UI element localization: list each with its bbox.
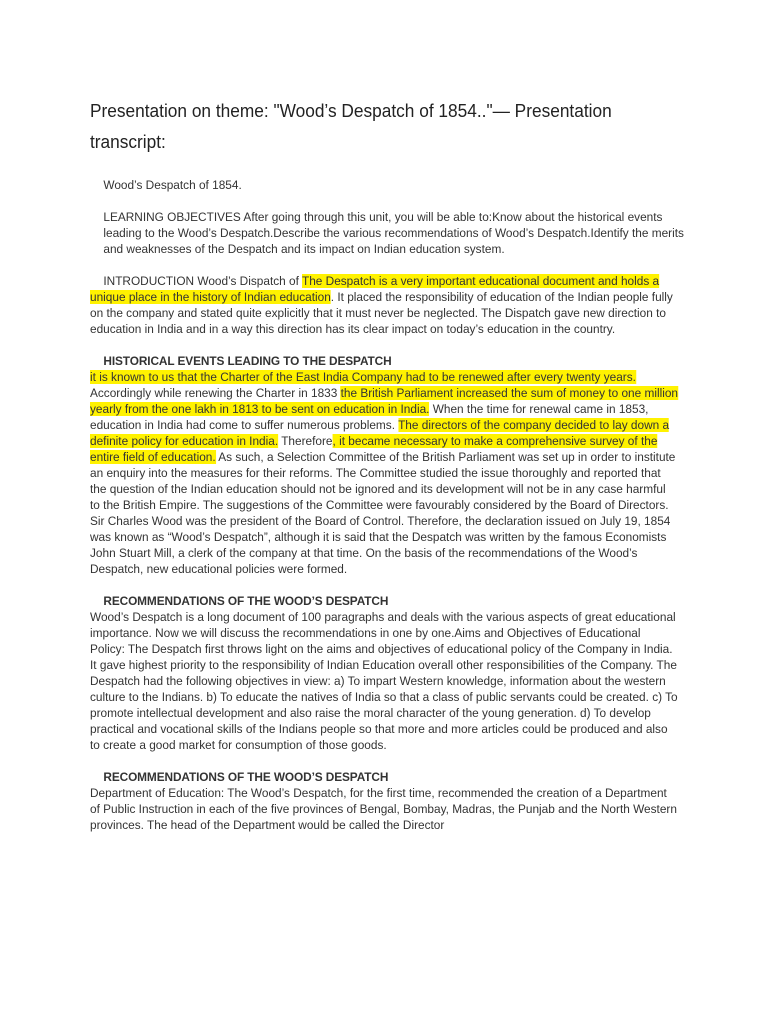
learning-objectives-text <box>90 209 692 257</box>
section-body-text: When the time for renewal came in 1853, education in India had come to suffer numerous problems. <box>90 402 649 432</box>
introduction-paragraph <box>90 273 678 337</box>
recommendations-section-1 <box>90 593 678 753</box>
section-body-text: As such, a Selection Committee of the British Parliament was set up in order to institute an enquiry into the measures for their reforms. The Committee studied the issue thoroughly and reported that the question of the Indian education should not be ignored and its development will not be in any case harmful to the British Empire. The suggestions of the Committee were favourably considered by the Board of Directors. Sir Charles Wood was the president of the Board of Control. Therefore, the declaration issued on July 19, 1854 was known as “Wood’s Despatch”, although it is said that the Despatch was written by the famous Economists John Stuart Mill, a clerk of the company at that time. On the basis of the recommendations of the Wood’s Despatch, new educational policies were formed. <box>90 450 676 576</box>
section-heading: RECOMMENDATIONS OF THE WOOD’S DESPATCH <box>103 594 389 608</box>
bottom-fade-overlay <box>0 928 768 1024</box>
section-body-text: Accordingly while renewing the Charter in 1833 <box>90 386 341 400</box>
section-heading: HISTORICAL EVENTS LEADING TO THE DESPATCH <box>103 354 392 368</box>
section-body-text: Department of Education: The Wood’s Despatch, for the first time, recommended the creation of a Department of Public Instruction in each of the five provinces of Bengal, Bombay, Madras, the Punjab and the North Western provinces. The head of the Department would be called the Director <box>90 786 677 832</box>
highlighted-text: , it became necessary to make a comprehensive survey of the entire field of education. <box>90 434 658 464</box>
highlighted-text: The Despatch is a very important educational document and holds a unique place in the history of Indian education <box>90 274 660 304</box>
section-body-text: Therefore <box>278 434 333 448</box>
highlighted-text: it is known to us that the Charter of the East India Company had to be renewed after every twenty years. <box>90 370 636 384</box>
slide-1-text: Wood’s Despatch of 1854. <box>103 178 242 192</box>
highlighted-text: The directors of the company decided to lay down a definite policy for education in India. <box>90 418 670 448</box>
section-heading: RECOMMENDATIONS OF THE WOOD’S DESPATCH <box>103 770 389 784</box>
page-title: Presentation on theme: "Wood’s Despatch of 1854.."— Presentation transcript: <box>90 101 612 152</box>
highlighted-text: the British Parliament increased the sum of money to one million yearly from the one lakh in 1813 to be sent on education in India. <box>90 386 679 416</box>
historical-events-section <box>90 353 678 577</box>
learning-objectives-body: LEARNING OBJECTIVES After going through this unit, you will be able to:Know about the historical events leading to the Wood’s Despatch.Describe the various recommendations of Wood’s Despatch.Identify the merits and weaknesses of the Despatch and its impact on Indian education system. <box>103 210 684 256</box>
recommendations-section-2 <box>90 769 678 833</box>
transcript-page <box>90 96 684 849</box>
introduction-body: . It placed the responsibility of education of the Indian people fully on the company and stated quite explicitly that it must never be neglected. The Dispatch gave new direction to education in India and in a way this direction has its clear impact on today’s education in the country. <box>90 290 673 336</box>
introduction-lead: INTRODUCTION Wood’s Dispatch of <box>103 274 302 288</box>
section-body-text: Wood’s Despatch is a long document of 100 paragraphs and deals with the various aspects of great educational importance. Now we will discuss the recommendations in one by one.Aims and Objectives of Educational Policy: The Despatch first throws light on the aims and objectives of educational policy of the Company in India. It gave highest priority to the responsibility of Indian Education overall other responsibilities of the Company. The Despatch had the following objectives in view: a) To impart Western knowledge, information about the western culture to the Indians. b) To educate the natives of India so that a class of public servants could be created. c) To promote intellectual development and also raise the moral character of the young generation. d) To develop practical and vocational skills of the Indians people so that more and more articles could be produced and also to create a good market for consumption of those goods. <box>90 610 678 752</box>
